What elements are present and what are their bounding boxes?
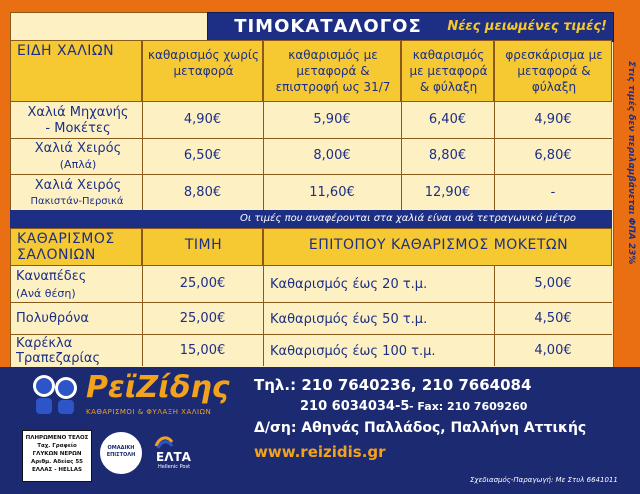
carpets-header-cell (10, 40, 142, 102)
phone-line-2: 210 6034034-5 (300, 399, 410, 414)
salons-header-cell: ΚΑΘΑΡΙΣΜΟΣ ΣΑΛΟΝΙΩΝ (10, 228, 142, 266)
col-header-3: καθαρισμός με μεταφορά & φύλαξη (401, 40, 494, 102)
divider (10, 302, 612, 303)
divider (10, 138, 612, 139)
onsite-header-cell: ΕΠΙΤΟΠΟΥ ΚΑΘΑΡΙΣΜΟΣ ΜΟΚΕΤΩΝ (263, 228, 612, 266)
price-header-cell: ΤΙΜΗ (142, 228, 263, 266)
phone-line-1: Τηλ.: 210 7640236, 210 7664084 (254, 376, 532, 394)
brand-name: ΡεϊΖίδης (86, 370, 230, 405)
col-header-4: φρεσκάρισμα με μεταφορά & φύλαξη (494, 40, 612, 102)
divider (263, 266, 264, 366)
carpets-header: ΕΙΔΗ ΧΑΛΙΩΝ (17, 43, 115, 59)
col-header-2: καθαρισμός με μεταφορά & επιστροφή ως 31/7 (263, 40, 401, 102)
sqm-note: Οι τιμές που αναφέρονται στα χαλιά είναι ανά τετραγωνικό μέτρο (10, 210, 612, 228)
divider (10, 334, 612, 335)
divider (10, 174, 612, 175)
col-header-1: καθαρισμός χωρίς μεταφορά (142, 40, 263, 102)
title-band (207, 12, 614, 42)
elta-swirl-icon (154, 434, 174, 450)
brand-tagline: ΚΑΘΑΡΙΣΜΟΙ & ΦΥΛΑΞΗ ΧΑΛΙΩΝ (86, 408, 212, 416)
elta-logo: ΕΛΤΑ Hellenic Post (150, 434, 202, 474)
mascot-icon (28, 370, 84, 418)
address-line: Δ/ση: Αθηνάς Παλλάδος, Παλλήνη Αττικής (254, 420, 587, 436)
fax-line: - Fax: 210 7609260 (409, 400, 528, 413)
brand-logo (28, 370, 242, 422)
page-title: ΤΙΜΟΚΑΤΑΛΟΓΟΣ (234, 16, 422, 37)
design-credit: Σχεδιασμός-Παραγωγή: Με Στυλ 6641011 (470, 476, 618, 484)
website-link[interactable]: www.reizidis.gr (254, 443, 386, 461)
vat-note: Στις τιμές δεν περιλαμβάνεται ΦΠΑ 23% (626, 61, 636, 265)
title-note: Νέες μειωμένες τιμές! (447, 19, 607, 34)
team-letter-badge: ΟΜΑΔΙΚΗ ΕΠΙΣΤΟΛΗ (98, 430, 144, 476)
postage-stamp: ΠΛΗΡΩΜΕΝΟ ΤΕΛΟΣ Ταχ. Γραφείο ΓΛΥΚΩΝ ΝΕΡΩΝ Αριθμ. Αδείας 55 ΕΛΛΑΣ - HELLAS (22, 430, 92, 482)
